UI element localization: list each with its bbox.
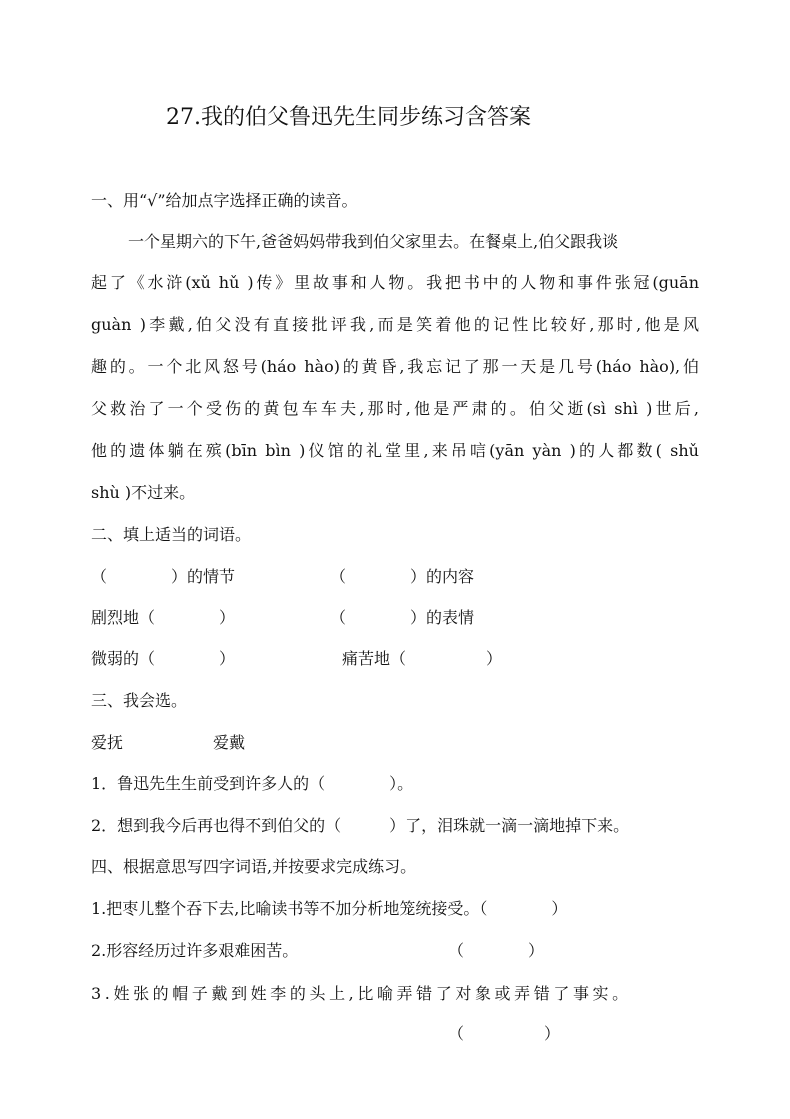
fill-blank-6: 痛苦地（ ） xyxy=(342,649,503,668)
idiom-blank-2: （ ） xyxy=(448,941,545,960)
fill-blank-3: 剧烈地（ ） xyxy=(91,608,236,627)
fill-blank-1: （ ）的情节 xyxy=(91,567,236,586)
passage-line-7: shù )不过来。 xyxy=(91,483,196,502)
question-item-1: 1．鲁迅先生生前受到许多人的（ ）。 xyxy=(91,774,414,793)
idiom-item-1: 1.把枣儿整个吞下去,比喻读书等不加分析地笼统接受。（ ） xyxy=(91,899,568,918)
section4-heading: 四、根据意思写四字词语,并按要求完成练习。 xyxy=(91,857,417,876)
passage-line-4: 趣的。一个北风怒号(háo hào)的黄昏,我忘记了那一天是几号(háo hào),伯 xyxy=(91,357,699,376)
section2-heading: 二、填上适当的词语。 xyxy=(91,525,252,544)
choice-word-1: 爱抚 xyxy=(91,733,124,752)
passage-line-1: 一个星期六的下午,爸爸妈妈带我到伯父家里去。在餐桌上,伯父跟我谈 xyxy=(128,232,619,251)
passage-line-5: 父救治了一个受伤的黄包车车夫,那时,他是严肃的。伯父逝(sì shì )世后, xyxy=(91,399,699,418)
fill-blank-5: 微弱的（ ） xyxy=(91,649,236,668)
section1-heading: 一、用“√”给加点字选择正确的读音。 xyxy=(91,191,358,210)
fill-blank-4: （ ）的表情 xyxy=(330,608,475,627)
question-item-2: 2．想到我今后再也得不到伯父的（ ）了，泪珠就一滴一滴地掉下来。 xyxy=(91,816,630,835)
idiom-item-3: 3.姓张的帽子戴到姓李的头上,比喻弄错了对象或弄错了事实。 xyxy=(91,984,632,1003)
passage-line-3: guàn )李戴,伯父没有直接批评我,而是笑着他的记性比较好,那时,他是风 xyxy=(91,315,699,334)
passage-line-2: 起了《水浒(xǔ hǔ )传》里故事和人物。我把书中的人物和事件张冠(guān xyxy=(91,273,699,292)
fill-blank-2: （ ）的内容 xyxy=(330,567,475,586)
passage-line-6: 他的遗体躺在殡(bīn bìn )仪馆的礼堂里,来吊唁(yān yàn )的人都数( shǔ xyxy=(91,441,699,460)
idiom-blank-3: （ ） xyxy=(448,1024,561,1043)
section3-heading: 三、我会选。 xyxy=(91,691,188,710)
idiom-item-2: 2.形容经历过许多艰难困苦。 xyxy=(91,941,299,960)
page-title: 27.我的伯父鲁迅先生同步练习含答案 xyxy=(166,105,531,130)
choice-word-2: 爱戴 xyxy=(213,733,246,752)
